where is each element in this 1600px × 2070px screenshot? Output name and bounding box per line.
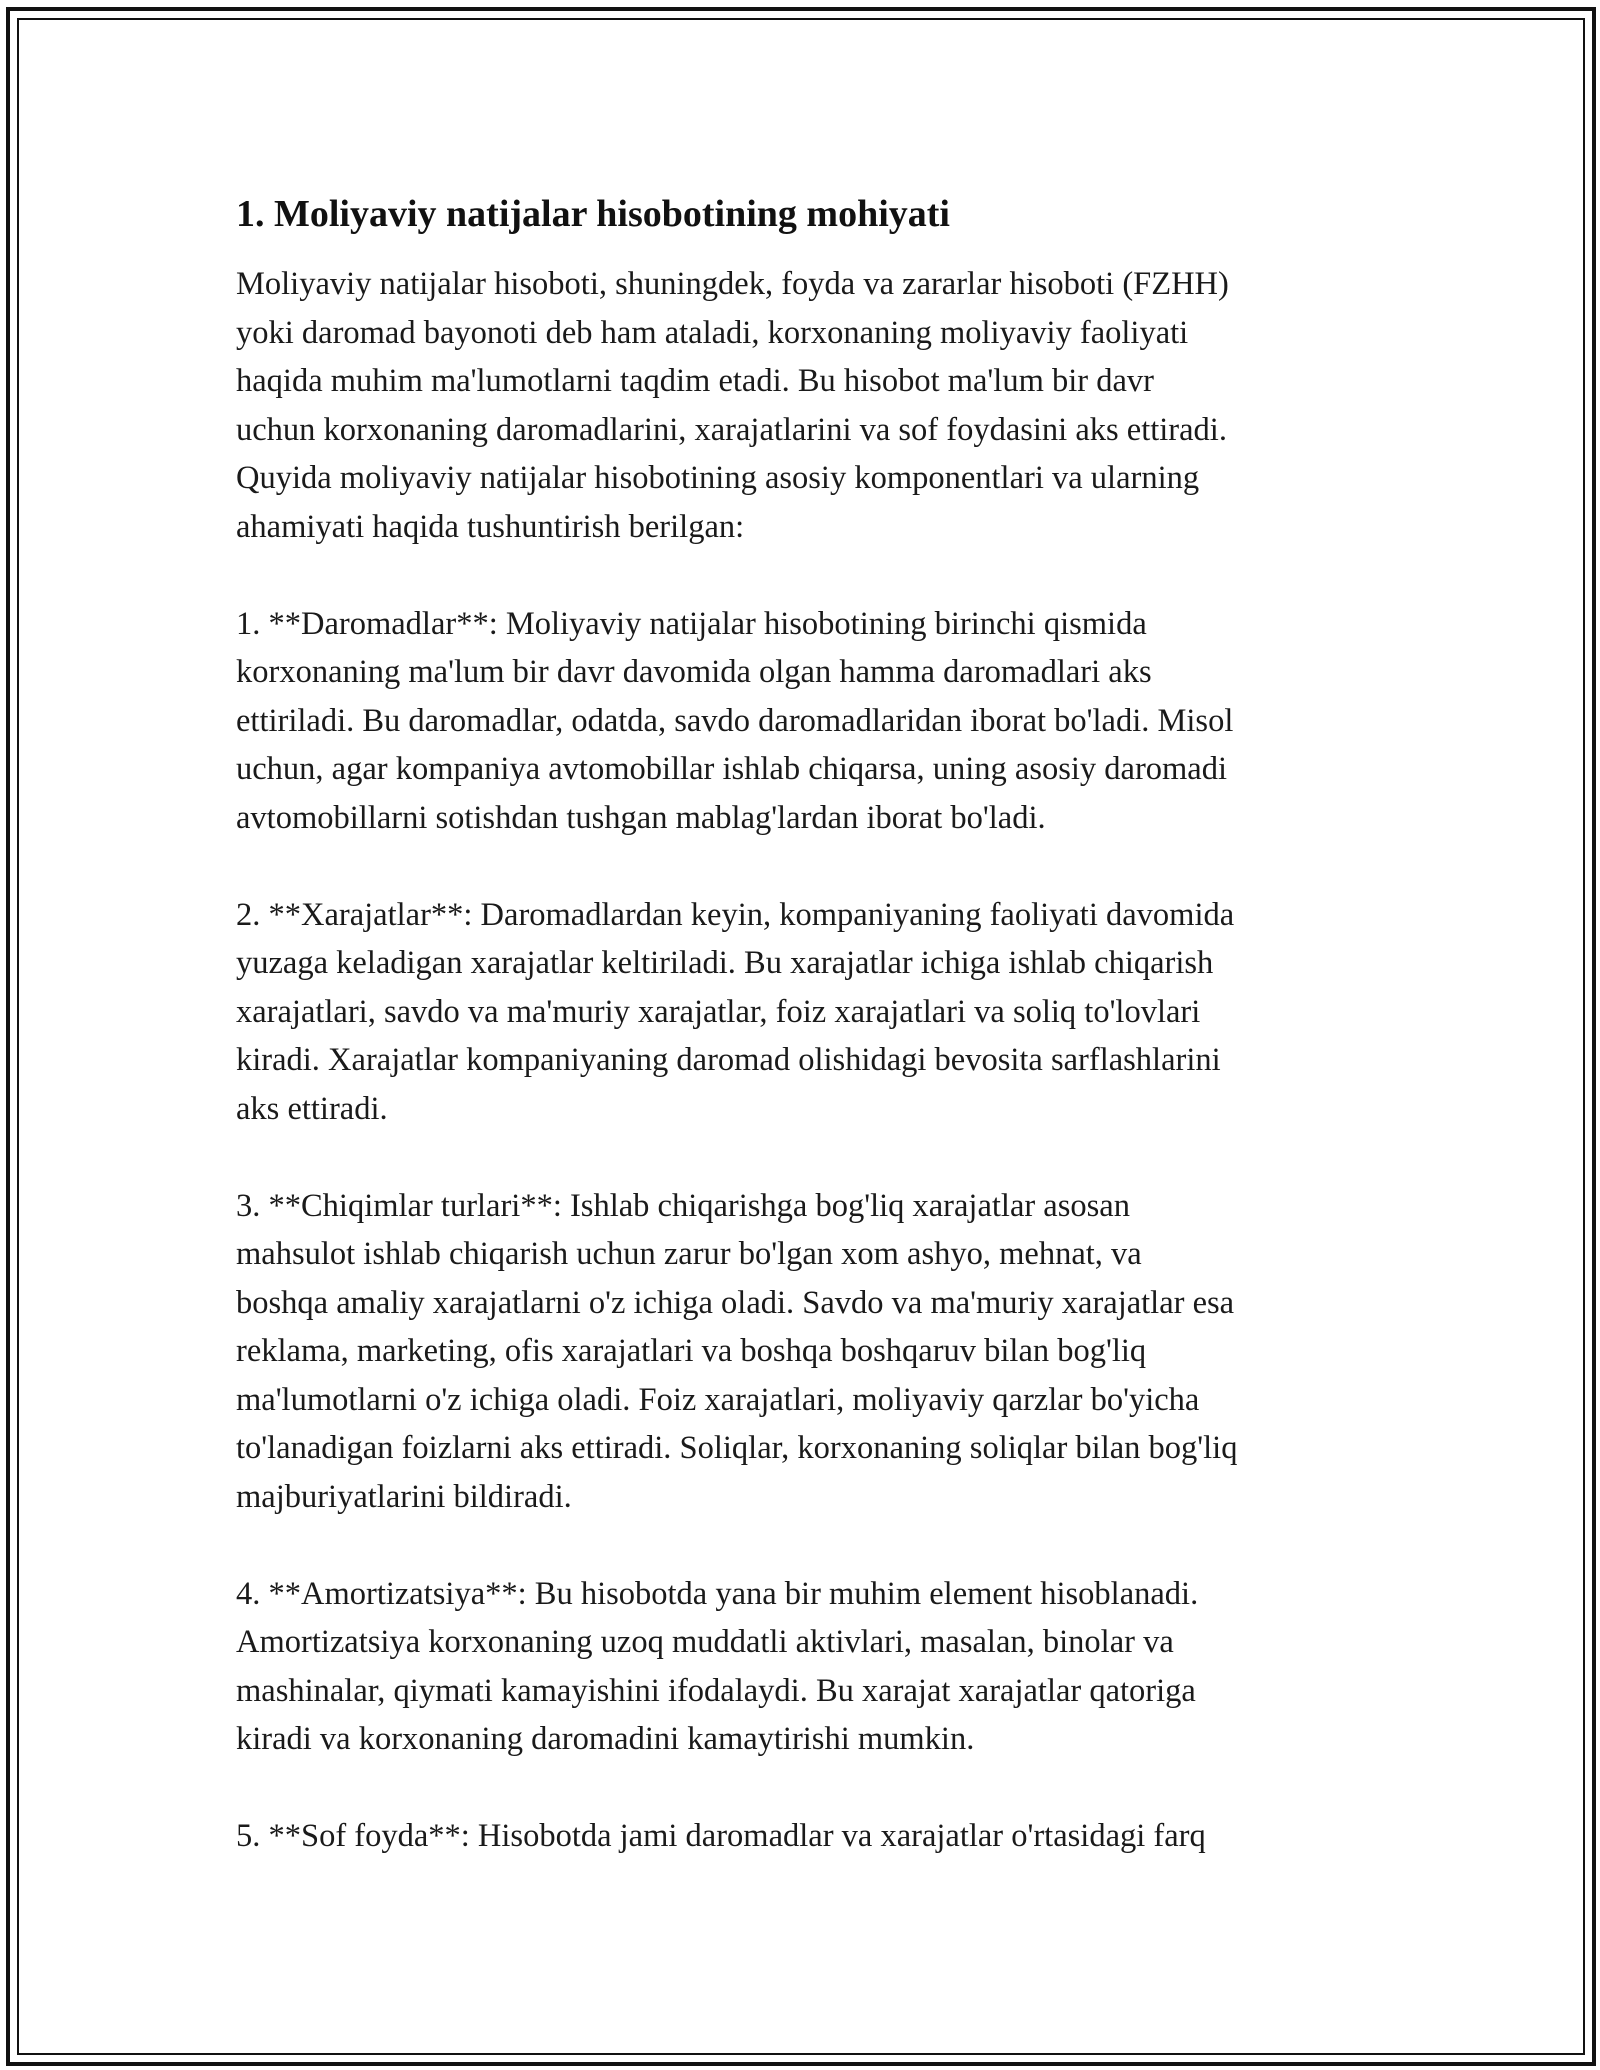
sof-foyda-paragraph	[236, 1812, 1386, 1861]
text-line: Moliyaviy natijalar hisoboti, shuningdek, foyda va zararlar hisoboti (FZHH)	[236, 266, 1229, 302]
text-line: to'lanadigan foizlarni aks ettiradi. Soliqlar, korxonaning soliqlar bilan bog'liq	[236, 1430, 1238, 1466]
text-line: korxonaning ma'lum bir davr davomida olgan hamma daromadlari aks	[236, 654, 1152, 690]
text-line: avtomobillarni sotishdan tushgan mablag'lardan iborat bo'ladi.	[236, 799, 1046, 836]
text-line: mashinalar, qiymati kamayishini ifodalaydi. Bu xarajat xarajatlar qatoriga	[236, 1672, 1196, 1709]
document-body	[236, 186, 1386, 1909]
text-line: Amortizatsiya korxonaning uzoq muddatli aktivlari, masalan, binolar va	[236, 1624, 1174, 1660]
text-line: uchun, agar kompaniya avtomobillar ishlab chiqarsa, uning asosiy daromadi	[236, 751, 1227, 787]
daromadlar-paragraph	[236, 600, 1386, 843]
text-line: 1. **Daromadlar**: Moliyaviy natijalar hisobotining birinchi qismida	[236, 605, 1147, 642]
text-line: majburiyatlarini bildiradi.	[236, 1478, 572, 1515]
text-line: mahsulot ishlab chiqarish uchun zarur bo'lgan xom ashyo, mehnat, va	[236, 1236, 1142, 1272]
chiqimlar-turlari-paragraph	[236, 1182, 1386, 1522]
text-line: ma'lumotlarni o'z ichiga oladi. Foiz xarajatlari, moliyaviy qarzlar bo'yicha	[236, 1381, 1200, 1418]
text-line: haqida muhim ma'lumotlarni taqdim etadi. Bu hisobot ma'lum bir davr	[236, 363, 1154, 399]
text-line: yoki daromad bayonoti deb ham ataladi, korxonaning moliyaviy faoliyati	[236, 314, 1189, 351]
text-line: 2. **Xarajatlar**: Daromadlardan keyin, kompaniyaning faoliyati davomida	[236, 896, 1235, 933]
intro-paragraph	[236, 260, 1386, 551]
text-line: kiradi va korxonaning daromadini kamaytirishi mumkin.	[236, 1721, 975, 1757]
text-line: boshqa amaliy xarajatlarni o'z ichiga oladi. Savdo va ma'muriy xarajatlar esa	[236, 1284, 1235, 1321]
text-line: ahamiyati haqida tushuntirish berilgan:	[236, 508, 745, 545]
text-line: kiradi. Xarajatlar kompaniyaning daromad olishidagi bevosita sarflashlarini	[236, 1042, 1221, 1078]
text-line: ettiriladi. Bu daromadlar, odatda, savdo daromadlaridan iborat bo'ladi. Misol	[236, 702, 1234, 739]
xarajatlar-paragraph	[236, 891, 1386, 1134]
text-line: yuzaga keladigan xarajatlar keltiriladi. Bu xarajatlar ichiga ishlab chiqarish	[236, 945, 1214, 981]
section-heading: 1. Moliyaviy natijalar hisobotining mohiyati	[236, 193, 950, 235]
text-line: reklama, marketing, ofis xarajatlari va boshqa boshqaruv bilan bog'liq	[236, 1333, 1147, 1369]
text-line: 3. **Chiqimlar turlari**: Ishlab chiqarishga bog'liq xarajatlar asosan	[236, 1187, 1130, 1224]
text-line: aks ettiradi.	[236, 1090, 388, 1127]
amortizatsiya-paragraph	[236, 1570, 1386, 1764]
text-line: Quyida moliyaviy natijalar hisobotining asosiy komponentlari va ularning	[236, 460, 1200, 496]
text-line: 4. **Amortizatsiya**: Bu hisobotda yana bir muhim element hisoblanadi.	[236, 1575, 1199, 1612]
text-line: uchun korxonaning daromadlarini, xarajatlarini va sof foydasini aks ettiradi.	[236, 411, 1227, 448]
text-line: 5. **Sof foyda**: Hisobotda jami daromadlar va xarajatlar o'rtasidagi farq	[236, 1818, 1206, 1854]
text-line: xarajatlari, savdo va ma'muriy xarajatlar, foiz xarajatlari va soliq to'lovlari	[236, 993, 1201, 1030]
